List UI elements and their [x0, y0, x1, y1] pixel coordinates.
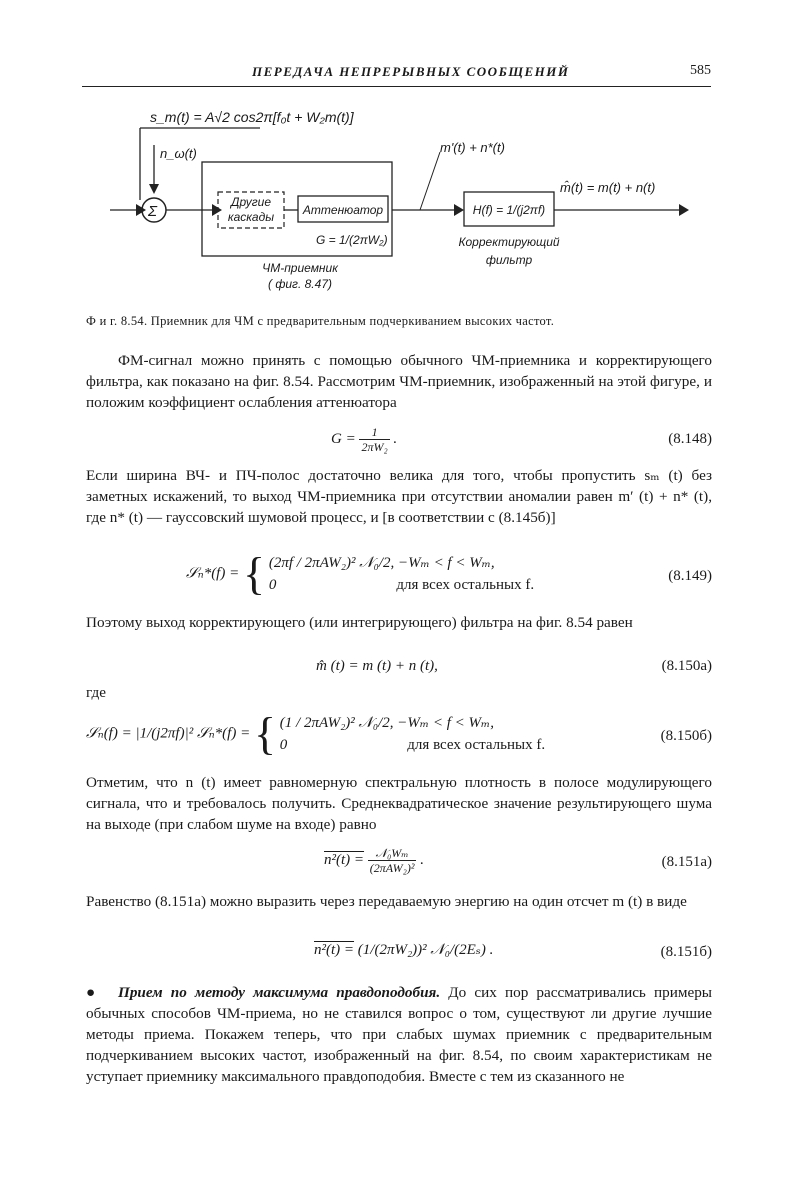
equation-number: (8.150б) [660, 728, 712, 744]
mid-signal-label: m'(t) + n*(t) [440, 140, 505, 155]
equation-number: (8.151б) [660, 944, 712, 960]
equation-number: (8.149) [668, 568, 712, 584]
sum-symbol: Σ [148, 203, 157, 220]
equation-number: (8.150а) [661, 658, 712, 674]
noise-label: n_ω(t) [160, 146, 197, 161]
input-signal-label: s_m(t) = A√2 cos2π[f₀t + W₂m(t)] [150, 109, 354, 125]
attenuator-gain: G = 1/(2πW₂) [316, 233, 388, 247]
filter-label: Корректирующий [458, 235, 560, 249]
filter-transfer-label: H(f) = 1/(j2πf) [472, 203, 546, 217]
equation-8-151b: n²(t) = (1/(2πW₂))² 𝒩₀/(2Eₛ) . (8.151б) [314, 942, 712, 960]
equation-8-150a: m̂ (t) = m (t) + n (t), (8.150а) [316, 658, 712, 674]
paragraph-5: Равенство (8.151а) можно выразить через передаваемую энергию на один отсчет m (t) в виде [86, 893, 687, 910]
equation-8-151a: n²(t) = $\frac{\text{𝒩₀Wₘ}}{\text{(2πAW₂)²}}$ . (8.151а) [324, 846, 712, 875]
header-title: ПЕРЕДАЧА НЕПРЕРЫВНЫХ СООБЩЕНИЙ [252, 64, 570, 79]
equation-8-148: G = $\frac{1}{\text{2πW₂}}$ . (8.148) [331, 425, 712, 454]
paragraph-3: Поэтому выход корректирующего (или интегрирующего) фильтра на фиг. 8.54 равен [86, 614, 633, 631]
equation-number: (8.148) [668, 431, 712, 447]
equation-8-149: 𝒮ₙ*(f) = { (2πf / 2πAW₂)² 𝒩₀/2, −Wₘ < f < Wₘ, 0 для всех остальных f. (8.149) [186, 548, 712, 599]
output-signal-label: m̂(t) = m(t) + n(t) [560, 180, 656, 195]
where-text: где [86, 684, 106, 701]
section-heading: Прием по методу максимума правдоподобия. [118, 984, 441, 1001]
equation-8-150b: 𝒮ₙ(f) = |1/(j2πf)|² 𝒮ₙ*(f) = { (1 / 2πAW₂)² 𝒩₀/2, −Wₘ < f < Wₘ, 0 для всех остальных f. (8.150б) [86, 708, 712, 759]
receiver-block-diagram [110, 100, 720, 310]
running-header [82, 64, 711, 87]
paragraph-1: ФМ-сигнал можно принять с помощью обычного ЧМ-приемника и корректирующего фильтра, как показано на фиг. 8.54. Рассмотрим ЧМ-приемник, изображенный на этой фигуре, и положим коэффициент ослабления аттенюатора [86, 352, 712, 411]
paragraph-6: ● Прием по методу максимума правдоподобия. До сих пор рассматривались примеры обычных способов ЧМ-приема, но не ставился вопрос о том, существуют ли другие лучшие методы приема. Покажем теперь, что при слабых шумах приемник с предварительным подчеркиванием высоких частот, изображенный на фиг. 8.54, по своим характеристикам не уступает приемнику максимального правдоподобия. Вместе с тем из сказанного не [86, 984, 712, 1085]
other-stages-label: Другие [231, 195, 271, 209]
receiver-label: ЧМ-приемник [262, 261, 338, 275]
receiver-ref: ( фиг. 8.47) [268, 277, 332, 291]
paragraph-2: Если ширина ВЧ- и ПЧ-полос достаточно велика для того, чтобы пропустить sₘ (t) без заметных искажений, то выход ЧМ-приемника при отсутствии аномалии равен m′ (t) + n* (t), где n* (t) — гауссовский шумовой процесс, и [в соответствии с (8.145б)] [86, 467, 712, 526]
equation-number: (8.151а) [661, 854, 712, 870]
svg-text:фильтр: фильтр [485, 253, 533, 267]
page-number: 585 [690, 63, 711, 78]
figure-caption: Ф и г. 8.54. Приемник для ЧМ с предварительным подчеркиванием высоких частот. [86, 314, 555, 328]
svg-text:каскады: каскады [227, 210, 275, 224]
attenuator-label: Аттенюатор [302, 203, 384, 217]
paragraph-4: Отметим, что n (t) имеет равномерную спектральную плотность в полосе модулирующего сигнала, что и требовалось получить. Среднеквадратическое значение результирующего шума на выходе (при слабом шуме на входе) равно [86, 774, 712, 833]
